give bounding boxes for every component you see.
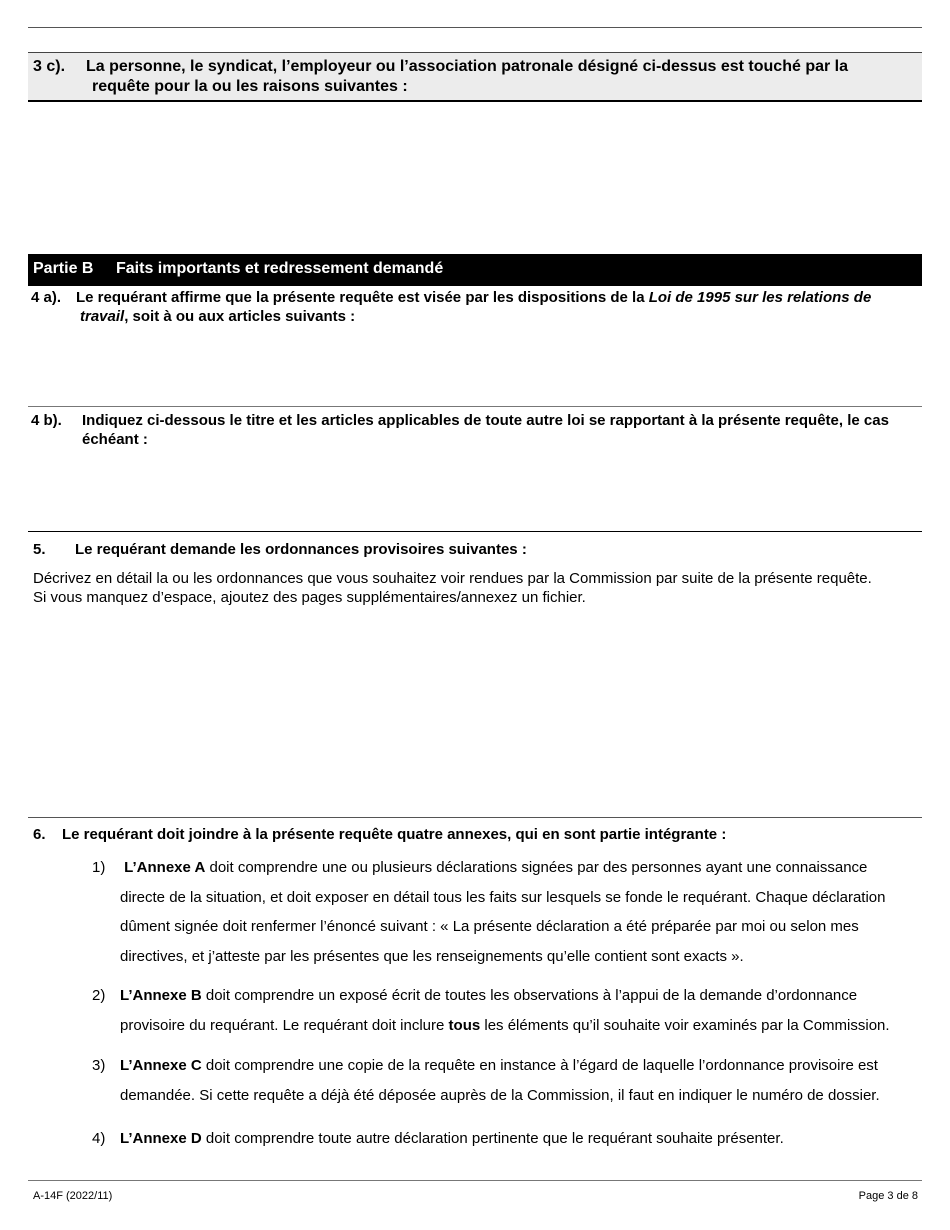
footer-rule [28,1180,922,1181]
annex-b-text3: les éléments qu’il souhaite voir examinés par la Commission. [480,1016,890,1034]
section-4a-text-after: , soit à ou aux articles suivants : [124,308,356,325]
section-4a-law: Loi de 1995 sur les relations de [648,289,872,306]
top-rule [28,27,922,28]
part-b-label: Partie B [33,260,94,277]
annex-c-item [92,1051,922,1110]
section-4a-text: Le requérant affirme que la présente requête est visée par les dispositions de la [76,289,645,306]
annex-b-text2: provisoire du requérant. Le requérant doit inclure [120,1016,449,1034]
section-5-number: 5. [33,541,46,558]
annex-c-line1 [120,1051,922,1081]
annex-c-text1: doit comprendre une copie de la requête en instance à l’égard de laquelle l’ordonnance provisoire est [201,1057,878,1074]
section-6-number: 6. [33,826,46,843]
annex-a-item [92,853,922,971]
annex-a-line1 [120,853,922,883]
section-5-title: Le requérant demande les ordonnances provisoires suivantes : [75,541,527,558]
footer-form-id: A-14F (2022/11) [33,1190,113,1202]
annex-a-text3: dûment signée doit renfermer l’énoncé suivant : « La présente déclaration a été préparée par moi ou selon mes [120,918,859,935]
section-4a-line1 [76,288,871,307]
section-3c-line2: requête pour la ou les raisons suivantes : [92,78,408,95]
annex-b-bold-word: tous [448,1016,481,1034]
part-b-header [28,254,922,286]
section-4a-law-cont: travail [80,308,125,325]
annex-c-number: 3) [92,1057,106,1074]
annex-d-label: L’Annexe D [120,1130,202,1147]
annex-a-text2: directe de la situation, et doit exposer en détail tous les faits sur lesquels se fonde le requérant. Chaque déclaration [120,888,886,906]
rule-6 [28,817,922,818]
annex-b-label: L’Annexe B [120,987,202,1004]
rule-5 [28,531,922,532]
annex-a-text1: doit comprendre une ou plusieurs déclarations signées par des personnes ayant une connaissance [205,859,868,876]
annex-a-label: L’Annexe A [124,859,206,876]
footer-page-number: Page 3 de 8 [858,1190,918,1202]
section-3c-number: 3 c). [33,58,66,75]
section-3c-line1: La personne, le syndicat, l’employeur ou l’association patronale désigné ci-dessus est touché par la [86,58,848,75]
section-4a-number: 4 a). [31,289,62,306]
section-5-desc1: Décrivez en détail la ou les ordonnances que vous souhaitez voir rendues par la Commission par suite de la présente requête. [33,570,872,587]
annex-b-item [92,981,922,1040]
section-6-title: Le requérant doit joindre à la présente requête quatre annexes, qui en sont partie intégrante : [62,826,727,843]
section-5-desc2: Si vous manquez d’espace, ajoutez des pages supplémentaires/annexez un fichier. [33,589,586,606]
part-b-title: Faits importants et redressement demandé [116,260,444,277]
rule-4b [28,406,922,407]
annex-d-item [92,1124,922,1154]
annex-b-line1 [120,981,922,1011]
annex-b-number: 2) [92,987,106,1004]
annex-a-number: 1) [92,859,106,876]
annex-d-line1 [120,1124,922,1154]
annex-b-text1: doit comprendre un exposé écrit de toutes les observations à l’appui de la demande d’ordonnance [201,987,858,1004]
annex-c-text2: demandée. Si cette requête a déjà été déposée auprès de la Commission, il faut en indiquer le numéro de dossier. [120,1086,880,1104]
annex-a-text4: directives, et j’atteste par les présentes que les renseignements qu’elle contient sont exacts ». [120,947,744,965]
annex-d-text1: doit comprendre toute autre déclaration pertinente que le requérant souhaite présenter. [201,1130,784,1147]
section-4b-number: 4 b). [31,412,62,429]
section-4b-line2: échéant : [82,431,148,448]
annex-c-label: L’Annexe C [120,1057,202,1074]
annex-b-line2 [120,1011,922,1041]
section-4b-line1: Indiquez ci-dessous le titre et les articles applicables de toute autre loi se rapportant à la présente requête, le cas [82,412,889,429]
section-4a-line2 [80,307,355,326]
annex-d-number: 4) [92,1130,106,1147]
